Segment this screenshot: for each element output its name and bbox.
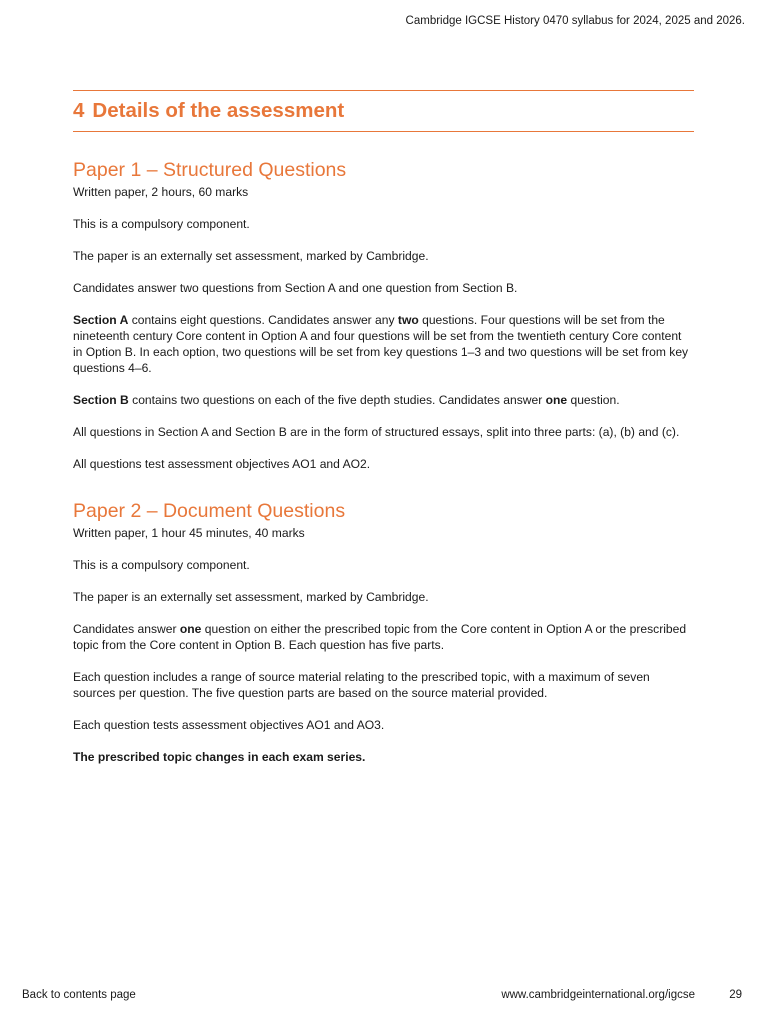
back-to-contents-link[interactable]: Back to contents page: [22, 989, 136, 1001]
paper2-note-text: The prescribed topic changes in each exam series.: [73, 750, 366, 764]
section-b-label: Section B: [73, 393, 129, 407]
paper2-heading: Paper 2 – Document Questions: [73, 500, 346, 522]
paper2-answer-text-2: question on either the prescribed topic from the Core content in Option A or the prescribed topic from the Core content in Option B. Each question has five parts.: [73, 622, 687, 652]
section-b-text-2: question.: [567, 393, 620, 407]
section-a-text-1: contains eight questions. Candidates answer any: [128, 313, 398, 327]
section-a-label: Section A: [73, 313, 129, 327]
paper2-subtitle: Written paper, 1 hour 45 minutes, 40 marks: [73, 526, 305, 540]
paper2-answer-text-1: Candidates answer: [73, 622, 180, 636]
section-b-text-1: contains two questions on each of the five depth studies. Candidates answer: [128, 393, 546, 407]
paper2-external: The paper is an externally set assessment, marked by Cambridge.: [73, 590, 429, 604]
page-content: [73, 90, 694, 765]
paper1-answer: Candidates answer two questions from Section A and one question from Section B.: [73, 281, 518, 295]
website-link[interactable]: www.cambridgeinternational.org/igcse: [501, 989, 695, 1001]
paper2-sources: Each question includes a range of source material relating to the prescribed topic, with a maximum of seven sources per question. The five question parts are based on the source material provided.: [73, 670, 650, 700]
paper1-heading: Paper 1 – Structured Questions: [73, 159, 347, 181]
paper1-compulsory: This is a compulsory component.: [73, 217, 250, 231]
chapter-heading: [73, 99, 694, 123]
section-a-text-2: questions. Four questions will be set from the nineteenth century Core content in Option A and four questions will be set from the twentieth century Core content in Option B. In each option, two questions will be set from key questions 1–3 and two questions will be set from key questions 4–6.: [73, 313, 689, 375]
page-number: 29: [729, 989, 742, 1001]
paper1-section-a: [73, 312, 694, 376]
section-a-emph: two: [397, 313, 419, 327]
paper2-compulsory: This is a compulsory component.: [73, 558, 250, 572]
section-b-emph: one: [545, 393, 568, 407]
paper2-answer-emph: one: [179, 622, 202, 636]
chapter-top-rule: [73, 90, 694, 91]
running-header: Cambridge IGCSE History 0470 syllabus for 2024, 2025 and 2026.: [405, 15, 745, 27]
paper1-external: The paper is an externally set assessment, marked by Cambridge.: [73, 249, 429, 263]
chapter-bottom-rule: [73, 131, 694, 132]
paper2-answer: [73, 621, 694, 653]
paper2-objectives: Each question tests assessment objectives AO1 and AO3.: [73, 718, 385, 732]
paper1-subtitle: Written paper, 2 hours, 60 marks: [73, 185, 249, 199]
paper1-objectives: All questions test assessment objectives AO1 and AO2.: [73, 457, 371, 471]
paper1-section-b: [73, 392, 694, 408]
paper1-section: [73, 158, 694, 472]
chapter-number: 4: [73, 99, 85, 122]
chapter-title: Details of the assessment: [92, 99, 345, 122]
paper2-note: [73, 749, 694, 765]
paper2-section: [73, 499, 694, 765]
paper1-form: All questions in Section A and Section B are in the form of structured essays, split into three parts: (a), (b) and (c).: [73, 425, 680, 439]
